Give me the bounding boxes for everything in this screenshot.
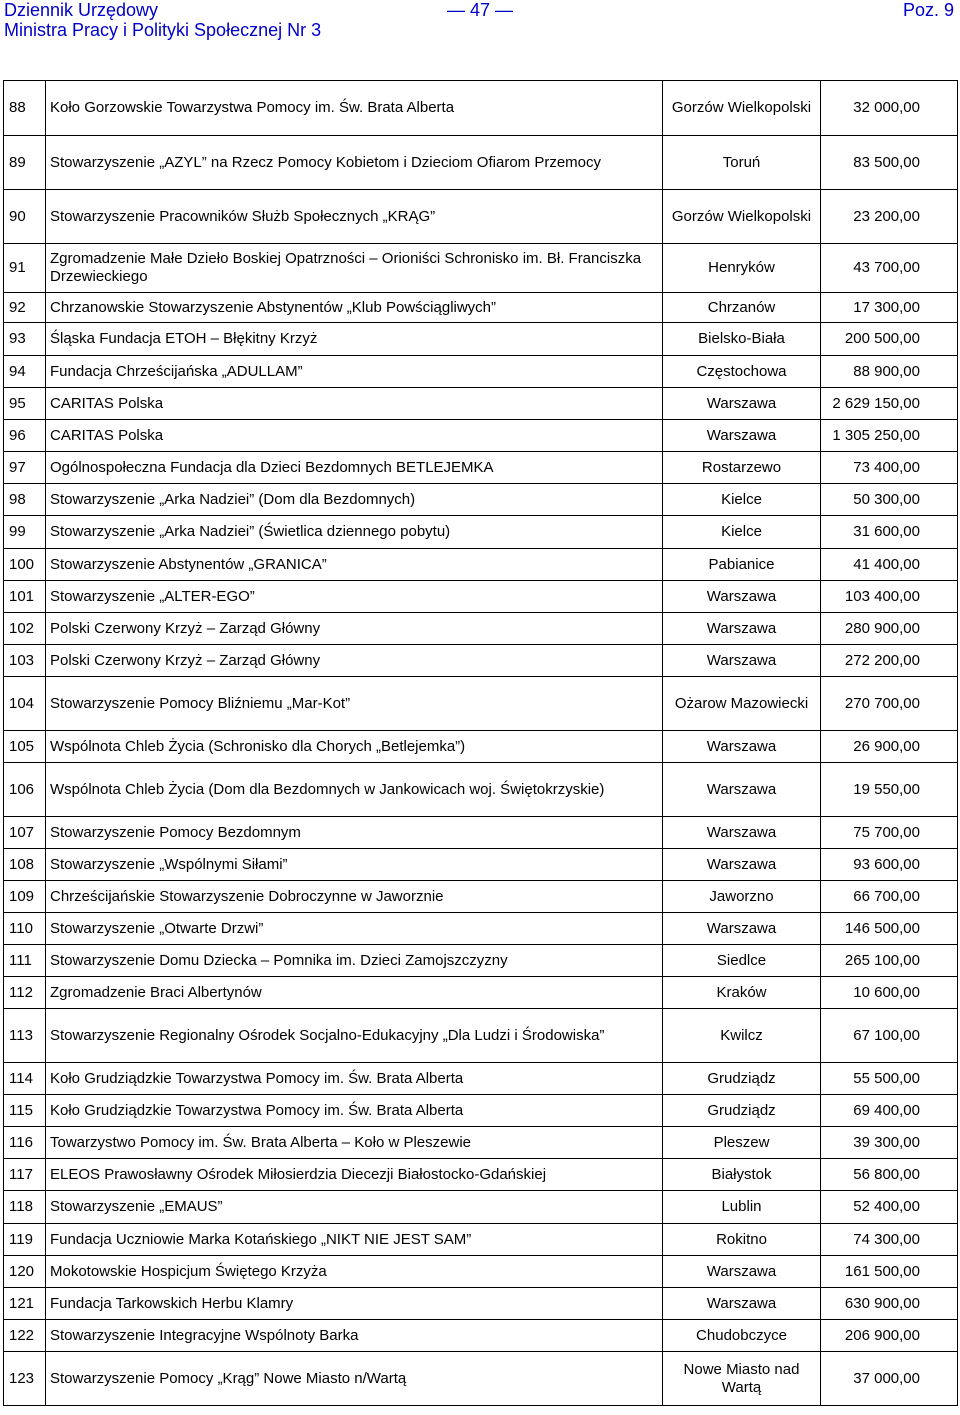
table-row <box>4 881 958 913</box>
row-number: 111 <box>4 945 46 977</box>
organization-name: Wspólnota Chleb Życia (Schronisko dla Chorych „Betlejemka”) <box>46 731 663 763</box>
row-number: 95 <box>4 388 46 420</box>
organization-name: Stowarzyszenie Pomocy „Krąg” Nowe Miasto n/Wartą <box>46 1352 663 1406</box>
city: Kielce <box>663 484 821 516</box>
row-number: 113 <box>4 1009 46 1063</box>
amount: 74 300,00 <box>821 1224 958 1256</box>
amount: 26 900,00 <box>821 731 958 763</box>
row-number: 115 <box>4 1095 46 1127</box>
organization-name: Chrześcijańskie Stowarzyszenie Dobroczynne w Jaworznie <box>46 881 663 913</box>
amount: 19 550,00 <box>821 763 958 817</box>
table-row <box>4 293 958 323</box>
table-row <box>4 1224 958 1256</box>
amount: 67 100,00 <box>821 1009 958 1063</box>
organization-name: Stowarzyszenie „Otwarte Drzwi” <box>46 913 663 945</box>
city: Warszawa <box>663 849 821 881</box>
row-number: 119 <box>4 1224 46 1256</box>
amount: 200 500,00 <box>821 323 958 356</box>
amount: 73 400,00 <box>821 452 958 484</box>
amount: 630 900,00 <box>821 1288 958 1320</box>
city: Kielce <box>663 516 821 549</box>
organization-name: Stowarzyszenie Abstynentów „GRANICA” <box>46 549 663 581</box>
amount: 17 300,00 <box>821 293 958 323</box>
row-number: 92 <box>4 293 46 323</box>
city: Pleszew <box>663 1127 821 1159</box>
table-row <box>4 581 958 613</box>
table-row <box>4 1288 958 1320</box>
city: Warszawa <box>663 763 821 817</box>
city: Kraków <box>663 977 821 1009</box>
city: Jaworzno <box>663 881 821 913</box>
organization-name: Wspólnota Chleb Życia (Dom dla Bezdomnych w Jankowicach woj. Świętokrzyskie) <box>46 763 663 817</box>
row-number: 112 <box>4 977 46 1009</box>
row-number: 109 <box>4 881 46 913</box>
city: Warszawa <box>663 645 821 677</box>
table-row <box>4 549 958 581</box>
grants-table-body <box>4 81 958 1406</box>
row-number: 121 <box>4 1288 46 1320</box>
city: Henryków <box>663 244 821 293</box>
city: Kwilcz <box>663 1009 821 1063</box>
row-number: 114 <box>4 1063 46 1095</box>
organization-name: Fundacja Uczniowie Marka Kotańskiego „NIKT NIE JEST SAM” <box>46 1224 663 1256</box>
organization-name: Stowarzyszenie „ALTER-EGO” <box>46 581 663 613</box>
organization-name: Stowarzyszenie Pomocy Bezdomnym <box>46 817 663 849</box>
page-header <box>0 0 960 60</box>
amount: 161 500,00 <box>821 1256 958 1288</box>
table-row <box>4 849 958 881</box>
page-number: — 47 — <box>446 0 514 20</box>
table-row <box>4 817 958 849</box>
row-number: 106 <box>4 763 46 817</box>
organization-name: Koło Grudziądzkie Towarzystwa Pomocy im. Św. Brata Alberta <box>46 1095 663 1127</box>
table-row <box>4 945 958 977</box>
table-row <box>4 1095 958 1127</box>
row-number: 105 <box>4 731 46 763</box>
table-row <box>4 388 958 420</box>
row-number: 101 <box>4 581 46 613</box>
city: Rokitno <box>663 1224 821 1256</box>
organization-name: Chrzanowskie Stowarzyszenie Abstynentów „Klub Powściągliwych” <box>46 293 663 323</box>
city: Grudziądz <box>663 1063 821 1095</box>
row-number: 100 <box>4 549 46 581</box>
amount: 146 500,00 <box>821 913 958 945</box>
row-number: 102 <box>4 613 46 645</box>
row-number: 120 <box>4 1256 46 1288</box>
organization-name: Ogólnospołeczna Fundacja dla Dzieci Bezdomnych BETLEJEMKA <box>46 452 663 484</box>
table-row <box>4 645 958 677</box>
organization-name: Stowarzyszenie Pomocy Bliźniemu „Mar-Kot” <box>46 677 663 731</box>
city: Warszawa <box>663 1256 821 1288</box>
city: Warszawa <box>663 420 821 452</box>
organization-name: Stowarzyszenie Pracowników Służb Społecznych „KRĄG” <box>46 190 663 244</box>
table-row <box>4 323 958 356</box>
table-row <box>4 420 958 452</box>
amount: 1 305 250,00 <box>821 420 958 452</box>
row-number: 89 <box>4 136 46 190</box>
amount: 93 600,00 <box>821 849 958 881</box>
amount: 52 400,00 <box>821 1191 958 1224</box>
organization-name: Śląska Fundacja ETOH – Błękitny Krzyż <box>46 323 663 356</box>
organization-name: Mokotowskie Hospicjum Świętego Krzyża <box>46 1256 663 1288</box>
row-number: 117 <box>4 1159 46 1191</box>
amount: 88 900,00 <box>821 356 958 388</box>
amount: 83 500,00 <box>821 136 958 190</box>
city: Gorzów Wielkopolski <box>663 190 821 244</box>
city: Warszawa <box>663 731 821 763</box>
city: Siedlce <box>663 945 821 977</box>
amount: 75 700,00 <box>821 817 958 849</box>
table-row <box>4 516 958 549</box>
table-row <box>4 1063 958 1095</box>
amount: 103 400,00 <box>821 581 958 613</box>
amount: 31 600,00 <box>821 516 958 549</box>
table-row <box>4 452 958 484</box>
amount: 206 900,00 <box>821 1320 958 1352</box>
row-number: 103 <box>4 645 46 677</box>
table-row <box>4 1352 958 1406</box>
row-number: 99 <box>4 516 46 549</box>
table-row <box>4 731 958 763</box>
row-number: 110 <box>4 913 46 945</box>
amount: 272 200,00 <box>821 645 958 677</box>
position-label: Poz. 9 <box>902 0 954 20</box>
organization-name: Koło Grudziądzkie Towarzystwa Pomocy im. Św. Brata Alberta <box>46 1063 663 1095</box>
organization-name: Stowarzyszenie Domu Dziecka – Pomnika im. Dzieci Zamojszczyzny <box>46 945 663 977</box>
organization-name: Stowarzyszenie Integracyjne Wspólnoty Barka <box>46 1320 663 1352</box>
row-number: 94 <box>4 356 46 388</box>
table-row <box>4 977 958 1009</box>
row-number: 104 <box>4 677 46 731</box>
organization-name: Stowarzyszenie „Wspólnymi Siłami” <box>46 849 663 881</box>
organization-name: ELEOS Prawosławny Ośrodek Miłosierdzia Diecezji Białostocko-Gdańskiej <box>46 1159 663 1191</box>
city: Rostarzewo <box>663 452 821 484</box>
amount: 56 800,00 <box>821 1159 958 1191</box>
organization-name: Stowarzyszenie „EMAUS” <box>46 1191 663 1224</box>
city: Lublin <box>663 1191 821 1224</box>
amount: 23 200,00 <box>821 190 958 244</box>
city: Warszawa <box>663 913 821 945</box>
city: Warszawa <box>663 817 821 849</box>
table-row <box>4 1191 958 1224</box>
organization-name: Polski Czerwony Krzyż – Zarząd Główny <box>46 645 663 677</box>
row-number: 88 <box>4 81 46 136</box>
table-row <box>4 356 958 388</box>
amount: 39 300,00 <box>821 1127 958 1159</box>
organization-name: Fundacja Tarkowskich Herbu Klamry <box>46 1288 663 1320</box>
table-row <box>4 1159 958 1191</box>
ministry-name: Ministra Pracy i Polityki Społecznej Nr 3 <box>4 20 322 40</box>
table-row <box>4 81 958 136</box>
row-number: 91 <box>4 244 46 293</box>
row-number: 97 <box>4 452 46 484</box>
row-number: 122 <box>4 1320 46 1352</box>
city: Częstochowa <box>663 356 821 388</box>
city: Warszawa <box>663 581 821 613</box>
city: Toruń <box>663 136 821 190</box>
city: Nowe Miasto nad Wartą <box>663 1352 821 1406</box>
organization-name: Polski Czerwony Krzyż – Zarząd Główny <box>46 613 663 645</box>
city: Chudobczyce <box>663 1320 821 1352</box>
organization-name: CARITAS Polska <box>46 388 663 420</box>
organization-name: Stowarzyszenie „AZYL” na Rzecz Pomocy Kobietom i Dzieciom Ofiarom Przemocy <box>46 136 663 190</box>
row-number: 116 <box>4 1127 46 1159</box>
city: Ożarow Mazowiecki <box>663 677 821 731</box>
table-row <box>4 677 958 731</box>
row-number: 93 <box>4 323 46 356</box>
amount: 37 000,00 <box>821 1352 958 1406</box>
city: Białystok <box>663 1159 821 1191</box>
amount: 265 100,00 <box>821 945 958 977</box>
journal-title: Dziennik Urzędowy <box>4 0 159 20</box>
amount: 41 400,00 <box>821 549 958 581</box>
table-row <box>4 136 958 190</box>
row-number: 118 <box>4 1191 46 1224</box>
organization-name: CARITAS Polska <box>46 420 663 452</box>
table-row <box>4 1009 958 1063</box>
row-number: 108 <box>4 849 46 881</box>
organization-name: Fundacja Chrześcijańska „ADULLAM” <box>46 356 663 388</box>
table-row <box>4 913 958 945</box>
row-number: 123 <box>4 1352 46 1406</box>
city: Pabianice <box>663 549 821 581</box>
organization-name: Koło Gorzowskie Towarzystwa Pomocy im. Św. Brata Alberta <box>46 81 663 136</box>
amount: 32 000,00 <box>821 81 958 136</box>
row-number: 90 <box>4 190 46 244</box>
organization-name: Zgromadzenie Braci Albertynów <box>46 977 663 1009</box>
table-row <box>4 613 958 645</box>
table-row <box>4 763 958 817</box>
row-number: 96 <box>4 420 46 452</box>
table-row <box>4 244 958 293</box>
city: Gorzów Wielkopolski <box>663 81 821 136</box>
city: Warszawa <box>663 388 821 420</box>
organization-name: Stowarzyszenie Regionalny Ośrodek Socjalno-Edukacyjny „Dla Ludzi i Środowiska” <box>46 1009 663 1063</box>
table-row <box>4 190 958 244</box>
amount: 270 700,00 <box>821 677 958 731</box>
row-number: 107 <box>4 817 46 849</box>
organization-name: Stowarzyszenie „Arka Nadziei” (Dom dla Bezdomnych) <box>46 484 663 516</box>
table-row <box>4 1127 958 1159</box>
city: Grudziądz <box>663 1095 821 1127</box>
amount: 66 700,00 <box>821 881 958 913</box>
table-row <box>4 1256 958 1288</box>
table-row <box>4 484 958 516</box>
amount: 43 700,00 <box>821 244 958 293</box>
organization-name: Zgromadzenie Małe Dzieło Boskiej Opatrzności – Orioniści Schronisko im. Bł. Franciszka Drzewieckiego <box>46 244 663 293</box>
amount: 2 629 150,00 <box>821 388 958 420</box>
row-number: 98 <box>4 484 46 516</box>
amount: 280 900,00 <box>821 613 958 645</box>
city: Warszawa <box>663 1288 821 1320</box>
amount: 69 400,00 <box>821 1095 958 1127</box>
city: Warszawa <box>663 613 821 645</box>
amount: 10 600,00 <box>821 977 958 1009</box>
grants-table <box>3 80 958 1406</box>
table-row <box>4 1320 958 1352</box>
organization-name: Towarzystwo Pomocy im. Św. Brata Alberta – Koło w Pleszewie <box>46 1127 663 1159</box>
city: Bielsko-Biała <box>663 323 821 356</box>
city: Chrzanów <box>663 293 821 323</box>
organization-name: Stowarzyszenie „Arka Nadziei” (Świetlica dziennego pobytu) <box>46 516 663 549</box>
amount: 50 300,00 <box>821 484 958 516</box>
amount: 55 500,00 <box>821 1063 958 1095</box>
